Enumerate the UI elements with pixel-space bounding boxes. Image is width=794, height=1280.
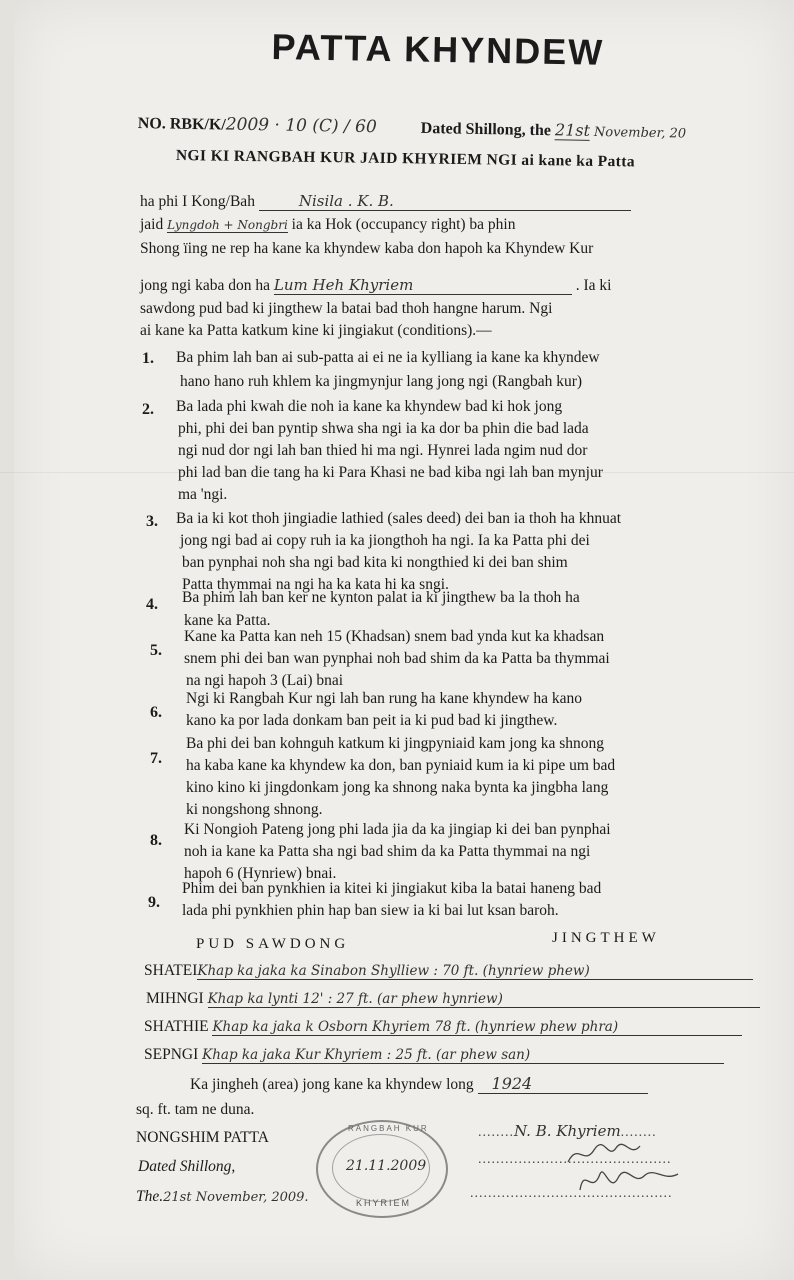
boundary-west-value: Khap ka jaka k Osborn Khyriem 78 ft. (hynriew phew phra) — [212, 1019, 742, 1036]
condition-5-line-1: Kane ka Patta kan neh 15 (Khadsan) snem bad ynda kut ka khadsan — [184, 628, 605, 645]
boundary-east-value: Khap ka lynti 12' : 27 ft. (ar phew hynriew) — [208, 991, 760, 1008]
condition-9-line-1: Phim dei ban pynkhien ia kitei ki jingiakut kiba la batai haneng bad — [182, 880, 602, 897]
condition-2-line-2: phi, phi dei ban pyntip shwa sha ngi ia ka dor ba phin die bad lada — [178, 420, 589, 437]
holder-label: ha phi I Kong/Bah — [140, 193, 255, 210]
jaid-text: ia ka Hok (occupancy right) ba phin — [291, 216, 516, 233]
place-text: . Ia ki — [575, 277, 612, 294]
condition-8-line-2: noh ia kane ka Patta sha ngi bad shim da ka Patta thymmai na ngi — [184, 843, 591, 860]
ref-number-label: NO. RBK/K/ — [137, 114, 226, 134]
intro-line-6: ai kane ka Patta katkum kine ki jingiakut (conditions).— — [140, 322, 492, 339]
signature-1-text: N. B. Khyriem — [514, 1122, 621, 1140]
condition-5-number: 5. — [150, 642, 162, 659]
signature-dots-2: ........................................... — [478, 1152, 672, 1167]
condition-4-number: 4. — [146, 596, 158, 613]
boundary-west-label: SHATHIE — [144, 1018, 209, 1035]
condition-7-line-1: Ba phi dei ban kohnguh katkum ki jingpyniaid kam jong ka shnong — [186, 735, 605, 752]
condition-7-number: 7. — [150, 750, 162, 767]
signature-dots-1b: ........ — [620, 1125, 657, 1140]
document-title: PATTA KHYNDEW — [271, 26, 605, 73]
signature-line-3 — [470, 1186, 673, 1202]
condition-9-line-2: lada phi pynkhien phin hap ban siew ia ki bai lut ksan baroh. — [182, 902, 559, 919]
condition-3-number: 3. — [146, 513, 158, 530]
condition-8-line-3: hapoh 6 (Hynriew) bnai. — [184, 865, 337, 882]
jaid-value: Lyngdoh + Nongbri — [167, 218, 288, 232]
condition-6-line-1: Ngi ki Rangbah Kur ngi lah ban rung ha kane khyndew ha kano — [186, 690, 583, 707]
dated-month-year: November, 20 — [593, 124, 687, 142]
place-label: jong ngi kaba don ha — [140, 277, 271, 294]
condition-1-line-2: hano hano ruh khlem ka jingmynjur lang jong ngi (Rangbah kur) — [180, 373, 583, 390]
condition-3-line-1: Ba ia ki kot thoh jingiadie lathied (sales deed) dei ban ia thoh ha khnuat — [176, 510, 622, 527]
condition-3-line-4: Patta thymmai na ngi ha ka kata hi ka sngi. — [182, 576, 449, 593]
condition-5-line-2: snem phi dei ban wan pynphai noh bad shim da ka Patta ba thymmai — [184, 650, 610, 667]
condition-4-line-2: kane ka Patta. — [184, 612, 271, 629]
condition-7-line-3: kino kino ki jingdonkam jong ka shnong naka bynta ka jingbha lang — [186, 779, 609, 796]
boundary-south-label: SEPNGI — [144, 1046, 199, 1063]
condition-8-line-1: Ki Nongioh Pateng jong phi lada jia da ka jingiap ki dei ban pynphai — [184, 821, 611, 838]
nongshim-label: NONGSHIM PATTA — [136, 1129, 269, 1146]
condition-7-line-4: ki nongshong shnong. — [186, 801, 323, 818]
condition-7-line-2: ha kaba kane ka khyndew ka don, ban pyniaid kum ia ki pipe um bad — [186, 757, 616, 774]
jaid-label: jaid — [140, 216, 164, 233]
condition-2-line-3: ngi nud dor ngi lah ban thied hi ma ngi. Hynrei lada ngim nud dor — [178, 442, 588, 459]
boundary-header-right: JINGTHEW — [552, 930, 660, 946]
boundary-east — [146, 990, 760, 1008]
boundary-header-left: PUD SAWDONG — [196, 936, 350, 952]
area-line — [190, 1074, 648, 1094]
footer-date-value: 21st November, 2009. — [163, 1190, 309, 1205]
condition-1-line-1: Ba phim lah ban ai sub-patta ai ei ne ia kylliang ia kane ka khyndew — [176, 349, 600, 366]
footer-dated: Dated Shillong, — [138, 1158, 236, 1175]
ref-number-value: 2009 · 10 (C) / 60 — [225, 114, 377, 138]
area-label: Ka jingheh (area) jong kane ka khyndew long — [190, 1076, 474, 1093]
signature-scribble-3 — [574, 1160, 684, 1200]
condition-2-line-5: ma 'ngi. — [178, 486, 228, 503]
condition-2-line-1: Ba lada phi kwah die noh ia kane ka khyndew bad ki hok jong — [176, 398, 563, 415]
seal-date: 21.11.2009 — [346, 1158, 427, 1174]
condition-2-number: 2. — [142, 401, 154, 418]
signature-dots-3: ............................................. — [470, 1186, 673, 1201]
area-unit: sq. ft. tam ne duna. — [136, 1101, 255, 1118]
boundary-east-label: MIHNGI — [146, 990, 204, 1007]
boundary-north-value: Khap ka jaka ka Sinabon Shylliew : 70 ft. (hynriew phew) — [197, 963, 753, 980]
intro-line-3: Shong ïing ne rep ha kane ka khyndew kaba don hapoh ka Khyndew Kur — [140, 240, 594, 257]
boundary-north-label: SHATEI — [144, 962, 198, 979]
holder-line — [140, 192, 631, 211]
boundary-south-value: Khap ka jaka Kur Khyriem : 25 ft. (ar phew san) — [202, 1047, 724, 1064]
boundary-south — [144, 1046, 724, 1064]
signature-dots-1: ........ — [478, 1125, 514, 1140]
condition-4-line-1: Ba phim lah ban ker ne kynton palat ia ki jingthew ba la thoh ha — [182, 589, 580, 606]
area-value: 1924 — [478, 1074, 648, 1094]
condition-6-number: 6. — [150, 704, 162, 721]
dated-label: Dated Shillong, the — [420, 119, 552, 140]
condition-2-line-4: phi lad ban die tang ha ki Para Khasi ne bad kiba ngi lah ban mynjur — [178, 464, 603, 481]
official-seal — [316, 1120, 448, 1218]
condition-9-number: 9. — [148, 894, 160, 911]
signature-line-1 — [478, 1122, 657, 1141]
condition-5-line-3: na ngi hapoh 3 (Lai) bnai — [186, 672, 344, 689]
footer-date-line — [136, 1188, 309, 1206]
issuer-heading: NGI KI RANGBAH KUR JAID KHYRIEM NGI ai kane ka Patta — [175, 147, 636, 171]
boundary-north — [144, 962, 753, 980]
condition-6-line-2: kano ka por lada donkam ban peit ia ki pud bad ki jingthew. — [186, 712, 558, 729]
boundary-west — [144, 1018, 742, 1036]
condition-3-line-2: jong ngi bad ai copy ruh ia ka jiongthoh ha ngi. Ia ka Patta phi dei — [180, 532, 590, 549]
holder-name: Nisila . K. B. — [259, 192, 631, 211]
condition-1-number: 1. — [142, 350, 154, 367]
jaid-line — [140, 216, 515, 234]
seal-bottom-text: KHYRIEM — [356, 1198, 412, 1208]
footer-the-label: The. — [136, 1188, 164, 1205]
place-value: Lum Heh Khyriem — [274, 276, 572, 295]
place-line — [140, 276, 612, 295]
dated-day: 21st — [554, 120, 591, 140]
condition-8-number: 8. — [150, 832, 162, 849]
condition-3-line-3: ban pynphai noh sha ngi bad kita ki nongthied ki dei ban shim — [182, 554, 568, 571]
intro-line-5: sawdong pud bad ki jingthew la batai bad thoh hangne harum. Ngi — [140, 300, 553, 317]
seal-top-text: RANGBAH KUR — [348, 1124, 429, 1133]
